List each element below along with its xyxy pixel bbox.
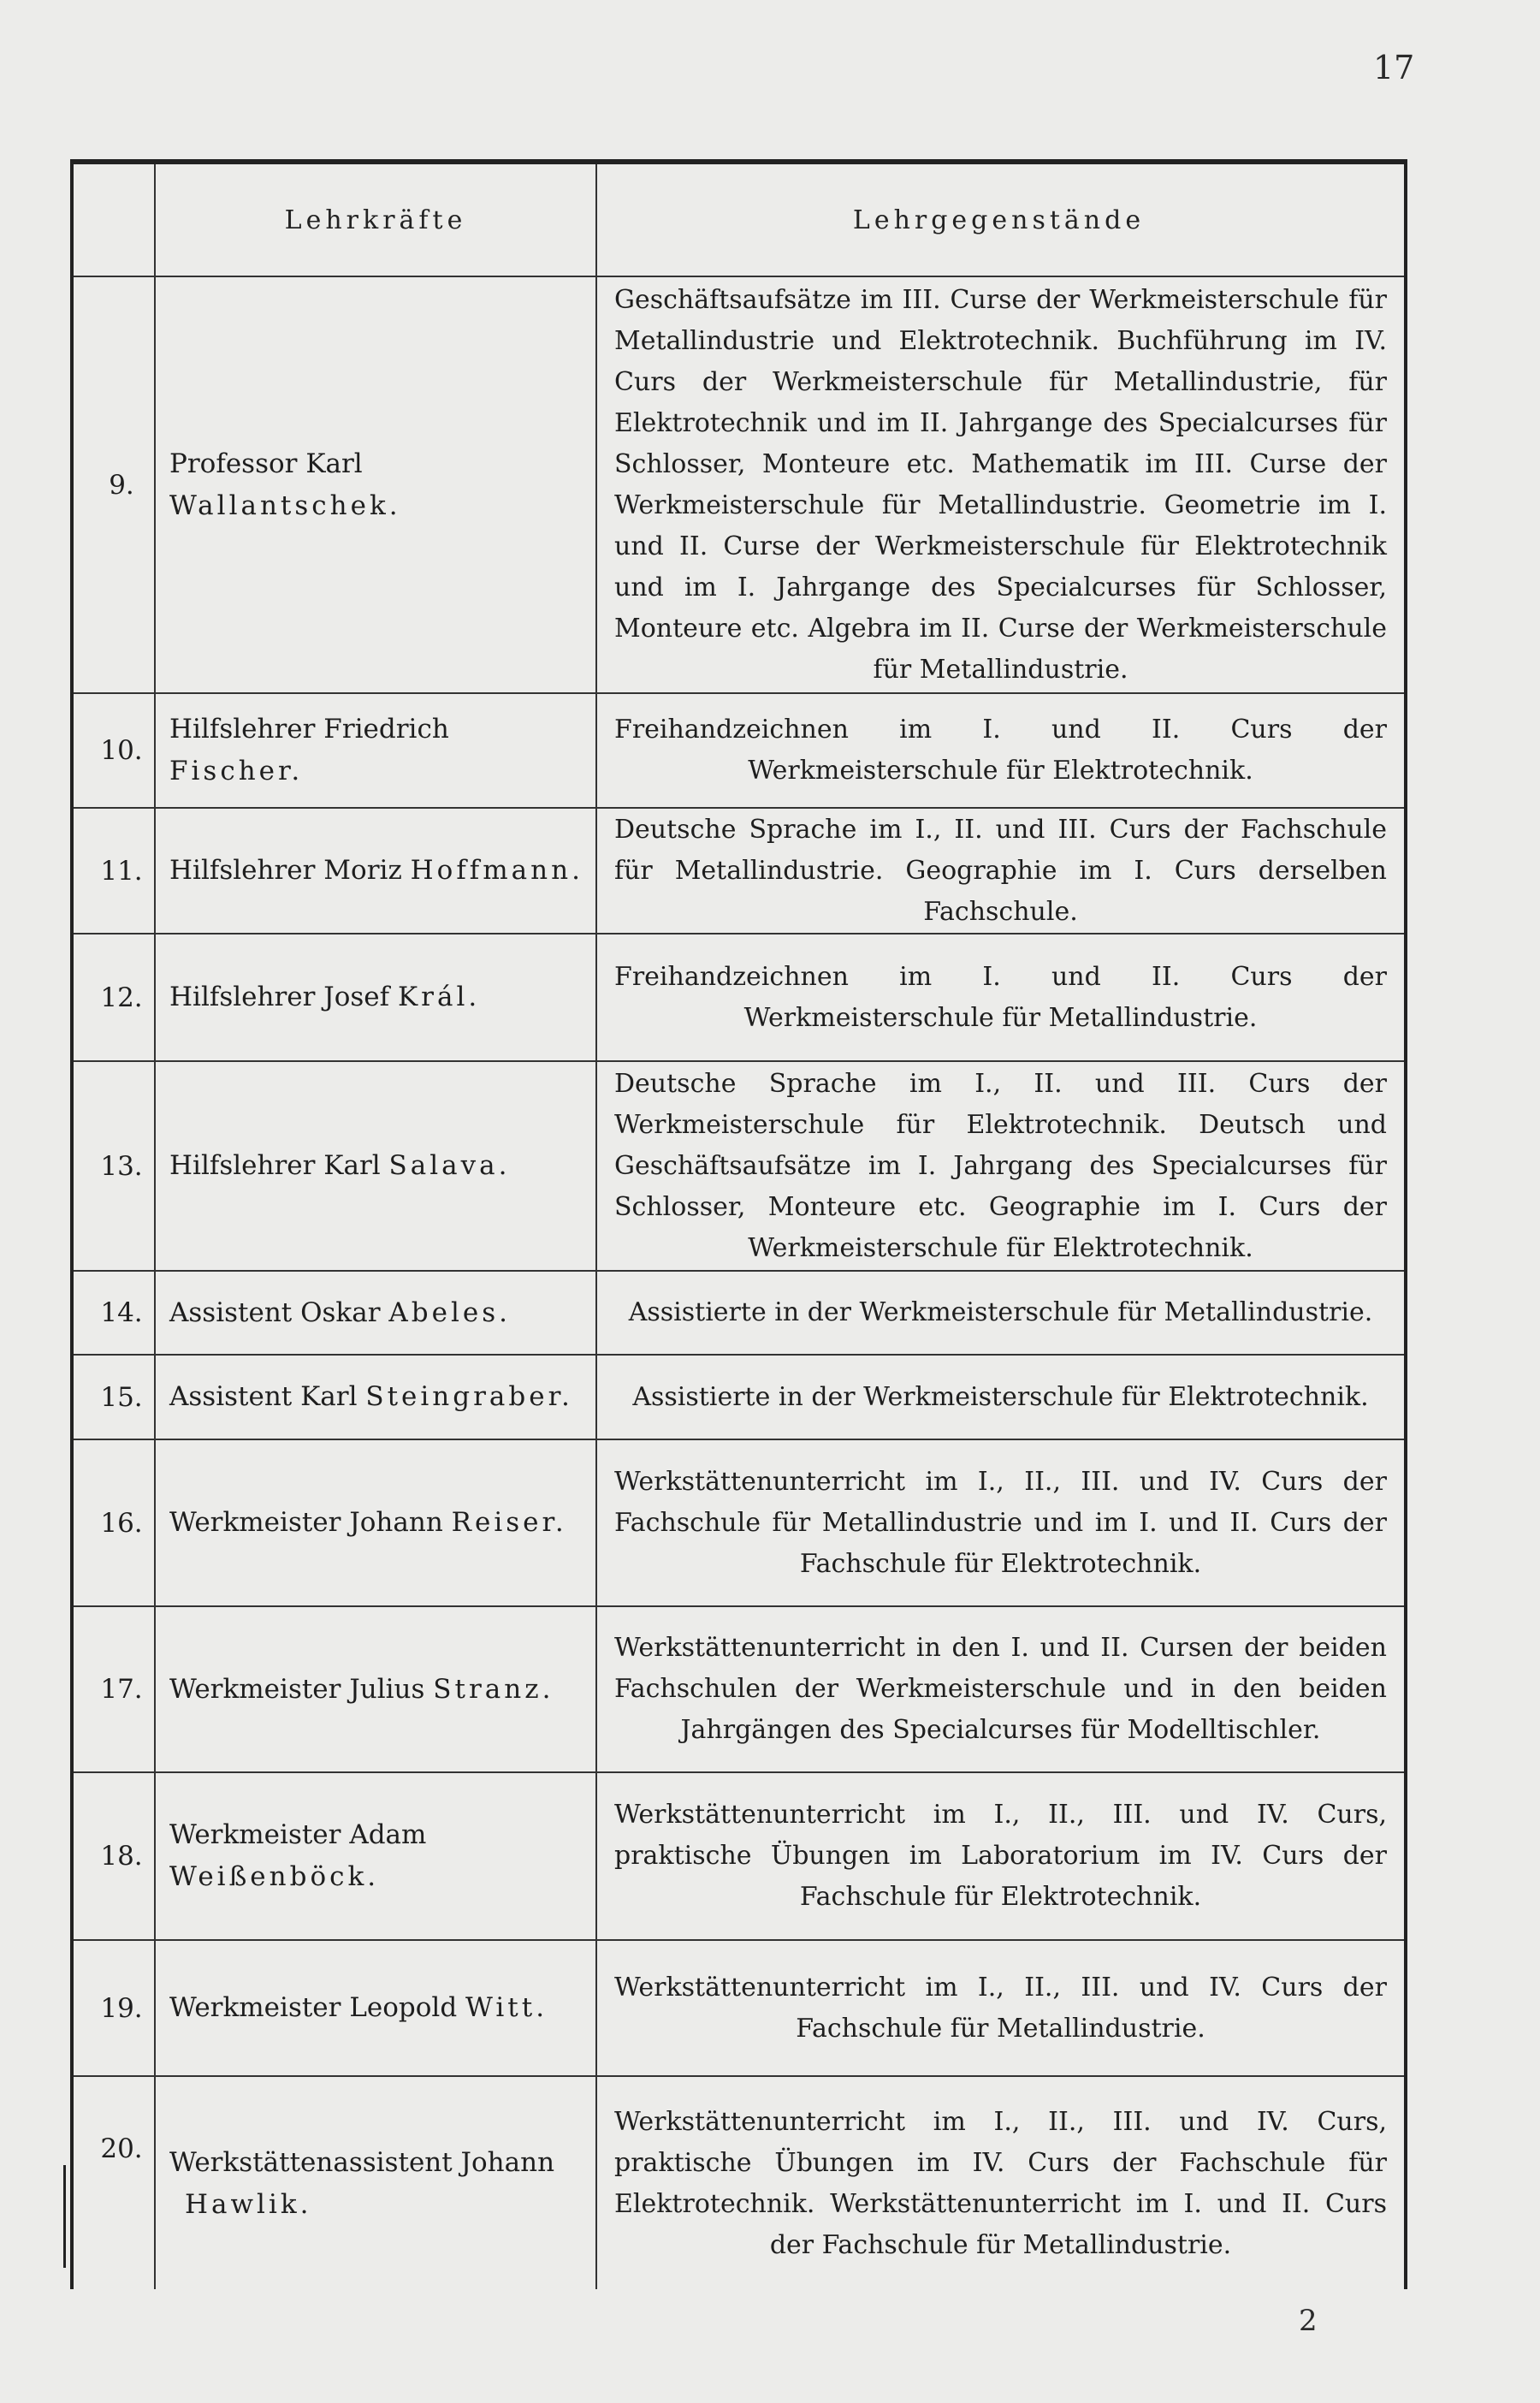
row-number: 16. <box>100 1507 143 1539</box>
row-number: 20. <box>100 2133 143 2164</box>
table-row <box>74 2077 1404 2291</box>
teacher-name <box>156 1941 595 2075</box>
teacher-surname: Witt. <box>465 1992 548 2023</box>
teacher-surname: Hawlik. <box>185 2189 312 2220</box>
teacher-name <box>156 1062 595 1270</box>
teacher-name <box>156 1607 595 1771</box>
row-number: 18. <box>100 1841 143 1872</box>
teacher-surname: Hoffmann. <box>410 855 583 886</box>
teacher-surname: Steingraber. <box>365 1381 573 1412</box>
table-header <box>74 164 1404 276</box>
teacher-title: Hilfslehrer Moriz <box>169 855 402 886</box>
header-subjects: Lehrgegenstände <box>852 205 1146 235</box>
teacher-title: Werkmeister Leopold <box>169 1992 458 2023</box>
subjects-text: Freihandzeichnen im I. und II. Curs der Werkmeisterschule für Elektrotechnik. <box>614 715 1387 786</box>
row-number: 13. <box>100 1150 143 1182</box>
sheet-signature-mark: 2 <box>1299 2304 1318 2338</box>
teacher-title: Assistent Karl <box>169 1381 358 1412</box>
table-row <box>74 277 1404 692</box>
teacher-name <box>156 1773 595 1939</box>
teacher-surname: Reiser. <box>451 1507 567 1538</box>
table-row <box>74 1062 1404 1270</box>
teacher-name <box>156 277 595 692</box>
teacher-title: Werkmeister Adam <box>169 1819 427 1850</box>
subjects-text: Werkstättenunterricht im I., II., III. und IV. Curs der Fachschule für Metallindustrie und im I. und II. Curs der Fachschule für Elektrotechnik. <box>614 1466 1387 1579</box>
subjects-text: Assistierte in der Werkmeisterschule für Elektrotechnik. <box>632 1381 1369 1412</box>
table-row <box>74 1941 1404 2075</box>
subjects-text: Werkstättenunterricht im I., II., III. und IV. Curs, praktische Übungen im IV. Curs der Fachschule für Elektrotechnik. Werkstättenunterricht im I. und II. Curs der Fachschule für Metallindustrie. <box>614 2107 1387 2260</box>
teacher-title: Hilfslehrer Friedrich <box>169 714 449 745</box>
table-row <box>74 1773 1404 1939</box>
table-row <box>74 1607 1404 1771</box>
subjects-text: Freihandzeichnen im I. und II. Curs der Werkmeisterschule für Metallindustrie. <box>614 961 1387 1033</box>
teacher-title: Hilfslehrer Karl <box>169 1150 381 1181</box>
page-number: 17 <box>1373 49 1415 86</box>
teacher-name <box>156 694 595 807</box>
teacher-title: Werkstättenassistent Johann <box>169 2147 555 2178</box>
teacher-name <box>156 2077 595 2291</box>
row-number: 10. <box>100 735 143 766</box>
row-number: 15. <box>100 1381 143 1413</box>
row-number: 12. <box>100 982 143 1013</box>
teacher-title: Werkmeister Julius <box>169 1673 425 1705</box>
row-number: 9. <box>109 469 134 501</box>
row-number: 17. <box>100 1674 143 1705</box>
subjects-text: Werkstättenunterricht im I., II., III. und IV. Curs, praktische Übungen im Laboratorium im IV. Curs der Fachschule für Elektrotechnik. <box>614 1800 1387 1912</box>
teacher-surname: Wallantschek. <box>169 490 401 521</box>
subjects-text: Deutsche Sprache im I., II. und III. Curs der Werkmeisterschule für Elektrotechnik. Deutsch und Geschäftsaufsätze im I. Jahrgang des Specialcurses für Schlosser, Monteure etc. Geographie im I. Curs der Werkmeisterschule für Elektrotechnik. <box>614 1068 1387 1263</box>
teacher-surname: Salava. <box>388 1150 511 1181</box>
teacher-surname: Fischer. <box>169 756 304 786</box>
table-row <box>74 1272 1404 1354</box>
table-row <box>74 809 1404 933</box>
teacher-surname: Abeles. <box>388 1296 511 1328</box>
table-row <box>74 934 1404 1060</box>
staff-table <box>70 159 1407 2289</box>
subjects-text: Werkstättenunterricht im I., II., III. und IV. Curs der Fachschule für Metallindustrie. <box>614 1972 1387 2044</box>
teacher-name <box>156 1272 595 1354</box>
teacher-name <box>156 1440 595 1605</box>
teacher-title: Professor Karl <box>169 448 363 479</box>
teacher-name <box>156 934 595 1060</box>
subjects-text: Deutsche Sprache im I., II. und III. Curs der Fachschule für Metallindustrie. Geographie im I. Curs derselben Fachschule. <box>614 814 1387 927</box>
table-row <box>74 1440 1404 1605</box>
row-number: 11. <box>100 855 143 887</box>
row-number: 19. <box>100 1992 143 2024</box>
subjects-text: Assistierte in der Werkmeisterschule für Metallindustrie. <box>628 1297 1373 1327</box>
row-number: 14. <box>100 1297 143 1328</box>
subjects-text: Werkstättenunterricht in den I. und II. Cursen der beiden Fachschulen der Werkmeisterschule und in den beiden Jahrgängen des Specialcurses für Modelltischler. <box>614 1633 1387 1745</box>
teacher-surname: Král. <box>398 982 481 1012</box>
subjects-text: Geschäftsaufsätze im III. Curse der Werkmeisterschule für Metallindustrie und Elektrotechnik. Buchführung im IV. Curs der Werkmeisterschule für Metallindustrie, für Elektrotechnik und im II. Jahrgange des Specialcurses für Schlosser, Monteure etc. Mathematik im III. Curse der Werkmeisterschule für Metallindustrie. Geometrie im I. und II. Curse der Werkmeisterschule für Elektrotechnik und im I. Jahrgange des Specialcurses für Schlosser, Monteure etc. Algebra im II. Curse der Werkmeisterschule für Metallindustrie. <box>614 284 1387 685</box>
left-margin-rule <box>63 2165 66 2268</box>
teacher-title: Assistent Oskar <box>169 1296 381 1328</box>
teacher-title: Werkmeister Johann <box>169 1507 443 1538</box>
teacher-name <box>156 1356 595 1439</box>
teacher-surname: Weißenböck. <box>169 1861 380 1892</box>
table-row <box>74 1356 1404 1439</box>
teacher-name <box>156 809 595 933</box>
table-row <box>74 694 1404 807</box>
teacher-title: Hilfslehrer Josef <box>169 982 390 1012</box>
header-teachers: Lehrkräfte <box>284 205 467 235</box>
teacher-surname: Stranz. <box>433 1673 554 1705</box>
